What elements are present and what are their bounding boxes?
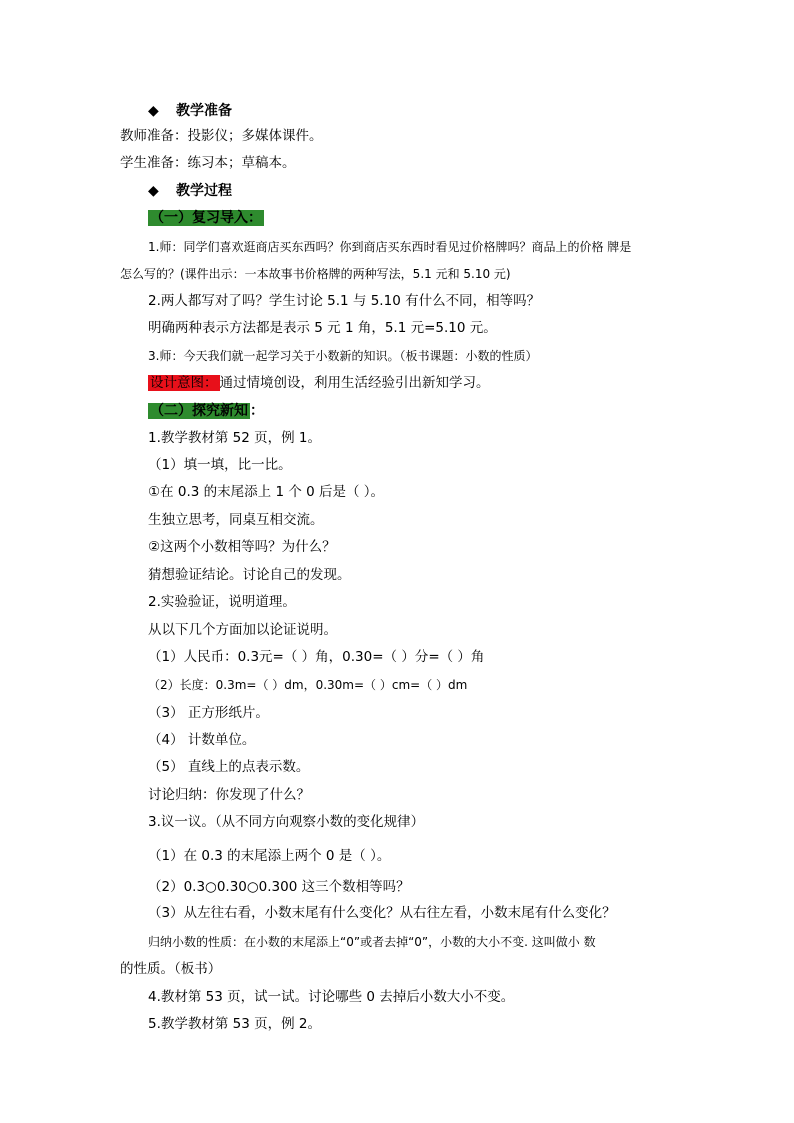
paragraph-line: 1.教学教材第 52 页，例 1。 <box>148 430 322 446</box>
paragraph-line: （1）人民币：0.3元=（ ）角，0.30=（ ）分=（ ）角 <box>148 649 485 665</box>
paragraph-line: 明确两种表示方法都是表示 5 元 1 角，5.1 元=5.10 元。 <box>148 320 497 336</box>
paragraph-line: （4） 计数单位。 <box>148 732 256 748</box>
paragraph-line: （2）0.3○0.30○0.300 这三个数相等吗？ <box>148 879 410 895</box>
paragraph-line: （5） 直线上的点表示数。 <box>148 759 310 775</box>
paragraph-line: 生独立思考，同桌互相交流。 <box>148 512 324 528</box>
paragraph-line: 讨论归纳：你发现了什么？ <box>148 787 310 803</box>
paragraph-line: 3.议一议。（从不同方向观察小数的变化规律） <box>148 814 425 830</box>
paragraph-line: 归纳小数的性质：在小数的末尾添上“0”或者去掉“0”，小数的大小不变. 这叫做小 数 <box>148 935 596 949</box>
section-heading-prep: ◆ 教学准备 <box>148 103 232 119</box>
paragraph-line: 3.师：今天我们就一起学习关于小数新的知识。（板书课题：小数的性质） <box>148 349 538 363</box>
paragraph-line: 4.教材第 53 页，试一试。讨论哪些 0 去掉后小数大小不变。 <box>148 989 515 1005</box>
paragraph-line: ①在 0.3 的末尾添上 1 个 0 后是（ ）。 <box>148 484 385 500</box>
diamond-bullet-icon: ◆ <box>148 103 159 119</box>
paragraph-line: 从以下几个方面加以论证说明。 <box>148 622 337 638</box>
diamond-bullet-icon: ◆ <box>148 183 159 199</box>
paragraph-line: 2.两人都写对了吗？学生讨论 5.1 与 5.10 有什么不同，相等吗？ <box>148 293 541 309</box>
paragraph-line: 5.教学教材第 53 页，例 2。 <box>148 1016 322 1032</box>
paragraph-line: （1）在 0.3 的末尾添上两个 0 是（ ）。 <box>148 848 391 864</box>
teacher-prep-line: 教师准备：投影仪；多媒体课件。 <box>120 128 323 144</box>
section-heading-process: ◆ 教学过程 <box>148 183 232 199</box>
paragraph-line: ②这两个小数相等吗？为什么？ <box>148 539 336 555</box>
paragraph-line: （2）长度：0.3m=（ ）dm，0.30m=（ ）cm=（ ）dm <box>148 678 468 692</box>
student-prep-line: 学生准备：练习本；草稿本。 <box>120 155 296 171</box>
paragraph-line: （1）填一填，比一比。 <box>148 457 292 473</box>
paragraph-line: （3） 正方形纸片。 <box>148 705 269 721</box>
review-tag: （一）复习导入： <box>150 210 262 226</box>
paragraph-line: 猜想验证结论。讨论自己的发现。 <box>148 567 351 583</box>
explore-tag: （二）探究新知 ： <box>150 403 264 419</box>
design-intent-line: 设计意图： 通过情境创设，利用生活经验引出新知学习。 <box>150 375 490 391</box>
paragraph-line: 的性质。（板书） <box>120 961 222 977</box>
design-intent-tag: 设计意图： <box>150 375 218 391</box>
paragraph-line: 1.师：同学们喜欢逛商店买东西吗？你到商店买东西时看见过价格牌吗？商品上的价格 牌是 <box>148 240 632 254</box>
paragraph-line: 怎么写的？(课件出示：一本故事书价格牌的两种写法，5.1 元和 5.10 元) <box>120 267 511 281</box>
paragraph-line: 2.实验验证，说明道理。 <box>148 594 296 610</box>
paragraph-line: （3）从左往右看，小数末尾有什么变化？从右往左看，小数末尾有什么变化？ <box>148 905 616 921</box>
